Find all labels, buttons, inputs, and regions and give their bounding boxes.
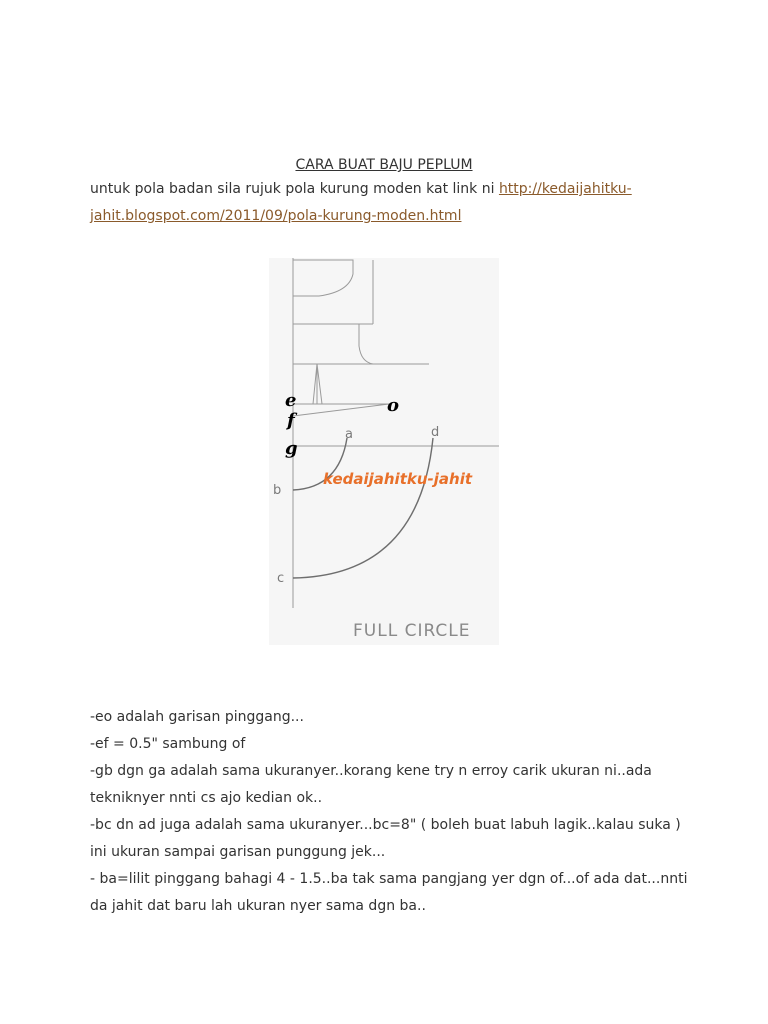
- instruction-line: da jahit dat baru lah ukuran nyer sama dgn ba..: [90, 898, 426, 914]
- label-o: o: [387, 395, 400, 416]
- instruction-line: -ef = 0.5" sambung of: [90, 736, 246, 752]
- label-b: b: [273, 483, 282, 498]
- instruction-line: -bc dn ad juga adalah sama ukuranyer...bc=8" ( boleh buat labuh lagik..kalau suka ): [90, 817, 681, 833]
- intro-paragraph: [90, 176, 650, 230]
- pattern-drawing: [269, 258, 499, 645]
- diagram-background: [269, 258, 499, 645]
- instruction-line: -gb dgn ga adalah sama ukuranyer..korang kene try n erroy carik ukuran ni..ada: [90, 763, 652, 779]
- instruction-line: - ba=lilit pinggang bahagi 4 - 1.5..ba tak sama pangjang yer dgn of...of ada dat...nnti: [90, 871, 688, 887]
- label-g: g: [285, 438, 298, 459]
- instruction-line: ini ukuran sampai garisan punggung jek...: [90, 844, 386, 860]
- page-title: CARA BUAT BAJU PEPLUM: [295, 157, 473, 173]
- watermark: kedaijahitku-jahit: [323, 470, 473, 488]
- label-a: a: [345, 427, 353, 442]
- caption-full-circle: FULL CIRCLE: [353, 621, 471, 641]
- pattern-diagram: [269, 258, 499, 645]
- instruction-list: [90, 704, 690, 920]
- instruction-line: tekniknyer nnti cs ajo kedian ok..: [90, 790, 323, 806]
- instruction-line: -eo adalah garisan pinggang...: [90, 709, 304, 725]
- label-c: c: [277, 571, 285, 586]
- blog-link-part1[interactable]: http://kedaijahitku-: [498, 181, 632, 197]
- label-f: f: [287, 410, 295, 431]
- label-e: e: [285, 390, 297, 411]
- blog-link-part2[interactable]: jahit.blogspot.com/2011/09/pola-kurung-moden.html: [90, 208, 462, 224]
- label-d: d: [431, 425, 440, 440]
- intro-text: untuk pola badan sila rujuk pola kurung moden kat link ni: [90, 181, 499, 197]
